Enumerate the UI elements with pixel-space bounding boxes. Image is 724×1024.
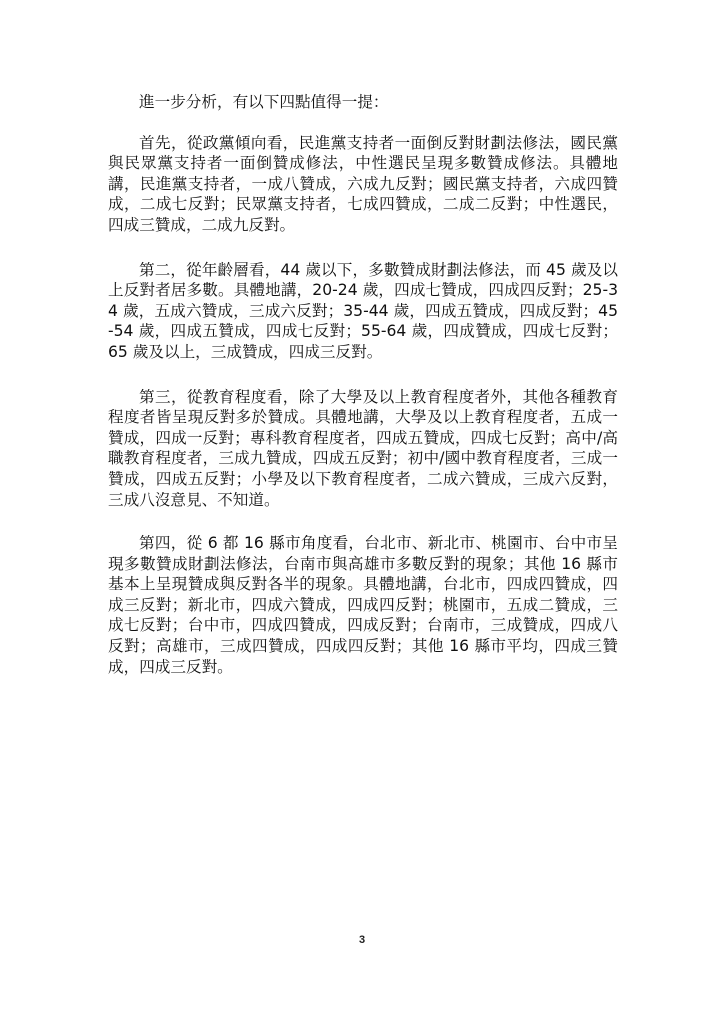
document-body xyxy=(108,92,618,677)
paragraph-age-group: 第二，從年齡層看，44 歲以下，多數贊成財劃法修法，而 45 歲及以上反對者居多數。具體地講，20-24 歲，四成七贊成，四成四反對；25-34 歲，五成六贊成，三成六反對；35-44 歲，四成五贊成，四成反對；45-54 歲，四成五贊成，四成七反對；55-64 歲，四成贊成，四成七反對；65 歲及以上，三成贊成，四成三反對。 xyxy=(108,260,618,361)
page-number: 3 xyxy=(358,934,366,946)
intro-paragraph: 進一步分析，有以下四點值得一提： xyxy=(139,93,389,111)
paragraph-cities-counties: 第四，從 6 都 16 縣市角度看，台北市、新北市、桃園市、台中市呈現多數贊成財劃法修法，台南市與高雄市多數反對的現象；其他 16 縣市基本上呈現贊成與反對各半的現象。具體地講，台北市，四成四贊成，四成三反對；新北市，四成六贊成，四成四反對；桃園市，五成二贊成，三成七反對；台中市，四成四贊成，四成反對；台南市，三成贊成，四成八反對；高雄市，三成四贊成，四成四反對；其他 16 縣市平均，四成三贊成，四成三反對。 xyxy=(108,534,618,676)
paragraph-party-affiliation: 首先，從政黨傾向看，民進黨支持者一面倒反對財劃法修法，國民黨與民眾黨支持者一面倒贊成修法，中性選民呈現多數贊成修法。具體地講，民進黨支持者，一成八贊成，六成九反對；國民黨支持者，六成四贊成，二成七反對；民眾黨支持者，七成四贊成，二成二反對；中性選民，四成三贊成，二成九反對。 xyxy=(108,133,618,234)
paragraph-education-level: 第三，從教育程度看，除了大學及以上教育程度者外，其他各種教育程度者皆呈現反對多於贊成。具體地講，大學及以上教育程度者，五成一贊成，四成一反對；專科教育程度者，四成五贊成，四成七反對；高中/高職教育程度者，三成九贊成，四成五反對；初中/國中教育程度者，三成一贊成，四成五反對；小學及以下教育程度者，二成六贊成，三成六反對，三成八沒意見、不知道。 xyxy=(108,387,618,509)
